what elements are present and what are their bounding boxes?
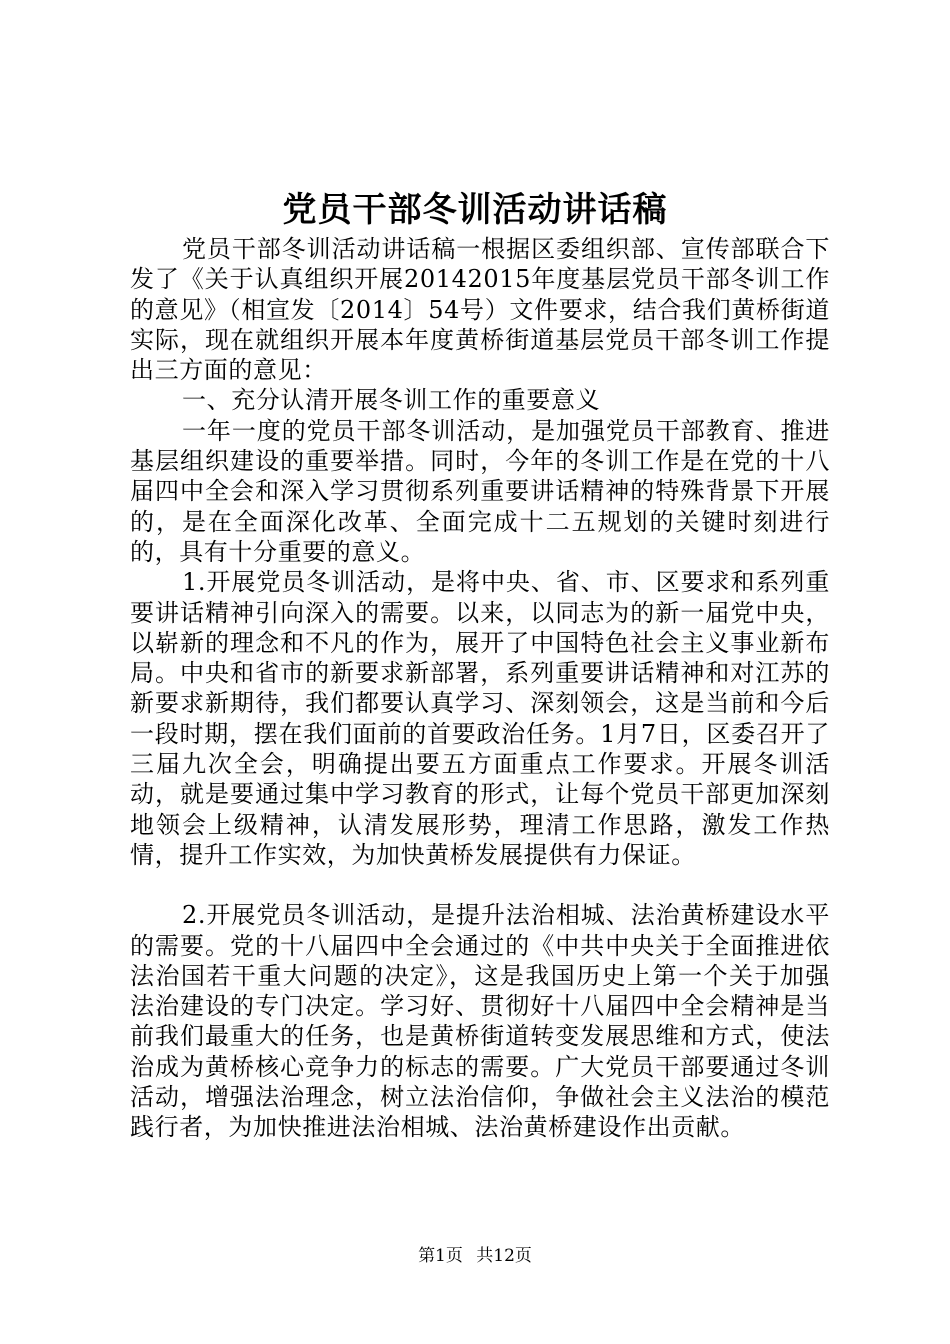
- page-total: 共12页: [476, 1246, 532, 1266]
- paragraph-intro: 党员干部冬训活动讲话稿一根据区委组织部、宣传部联合下发了《关于认真组织开展20142015年度基层党员干部冬训工作的意见》（相宣发〔2014〕54号）文件要求，结合我们黄桥街道实际，现在就组织开展本年度黄桥街道基层党员干部冬训工作提出三方面的意见：: [130, 235, 830, 385]
- paragraph-significance: 一年一度的党员干部冬训活动，是加强党员干部教育、推进基层组织建设的重要举措。同时，今年的冬训工作是在党的十八届四中全会和深入学习贯彻系列重要讲话精神的特殊背景下开展的，是在全面深化改革、全面完成十二五规划的关键时刻进行的，具有十分重要的意义。: [130, 416, 830, 566]
- document-body: [130, 234, 830, 1143]
- page-footer: [0, 1244, 950, 1268]
- paragraph-point-1: 1.开展党员冬训活动，是将中央、省、市、区要求和系列重要讲话精神引向深入的需要。以来，以同志为的新一届党中央，以崭新的理念和不凡的作为，展开了中国特色社会主义事业新布局。中央和省市的新要求新部署，系列重要讲话精神和对江苏的新要求新期待，我们都要认真学习、深刻领会，这是当前和今后一段时期，摆在我们面前的首要政治任务。1月7日，区委召开了三届九次全会，明确提出要五方面重点工作要求。开展冬训活动，就是要通过集中学习教育的形式，让每个党员干部更加深刻地领会上级精神，认清发展形势，理清工作思路，激发工作热情，提升工作实效，为加快黄桥发展提供有力保证。: [130, 568, 830, 869]
- section-heading-1: 一、充分认清开展冬训工作的重要意义: [182, 386, 601, 415]
- paragraph-point-2: 2.开展党员冬训活动，是提升法治相城、法治黄桥建设水平的需要。党的十八届四中全会通过的《中共中央关于全面推进依法治国若干重大问题的决定》，这是我国历史上第一个关于加强法治建设的专门决定。学习好、贯彻好十八届四中全会精神是当前我们最重大的任务，也是黄桥街道转变发展思维和方式，使法治成为黄桥核心竞争力的标志的需要。广大党员干部要通过冬训活动，增强法治理念，树立法治信仰，争做社会主义法治的模范践行者，为加快推进法治相城、法治黄桥建设作出贡献。: [130, 901, 830, 1142]
- page-number: 第1页: [418, 1246, 463, 1266]
- document-title: 党员干部冬训活动讲话稿: [282, 190, 668, 230]
